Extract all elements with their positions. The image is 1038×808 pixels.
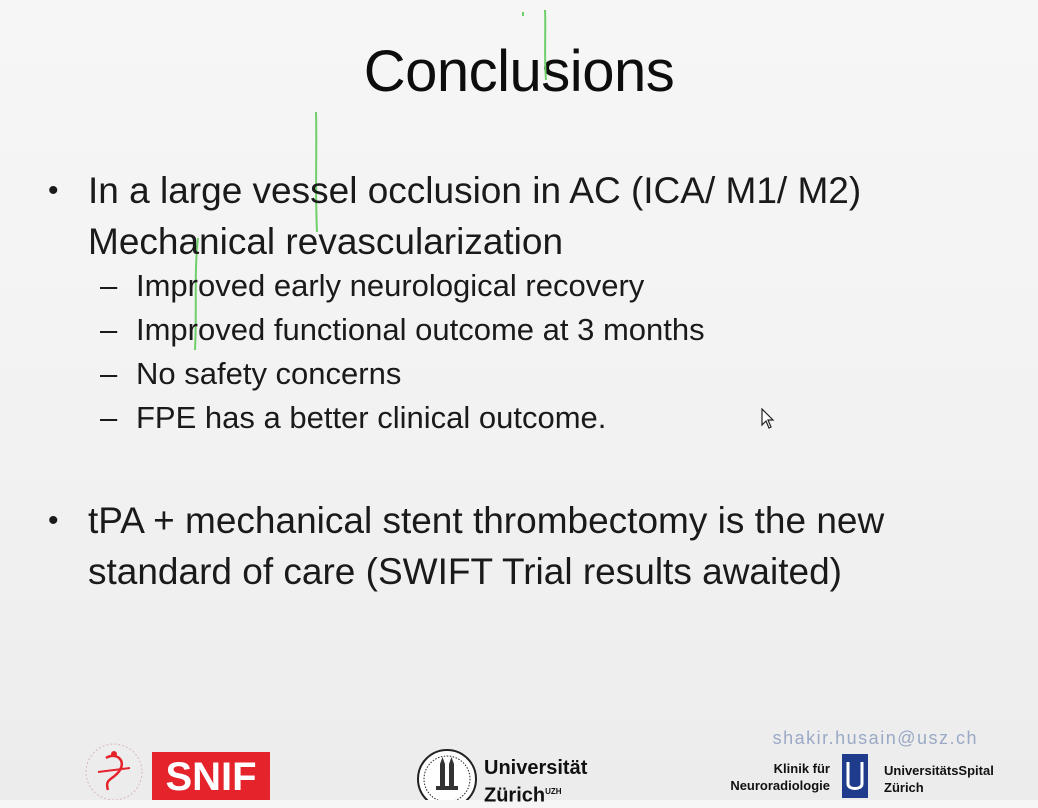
uzh-sup: UZH xyxy=(545,787,562,796)
bullet-dot: • xyxy=(48,174,59,207)
dash: – xyxy=(100,356,118,391)
subitem-2-text: Improved functional outcome at 3 months xyxy=(136,312,705,347)
mouse-cursor-icon xyxy=(760,408,776,430)
uzh-line-2: Zürich xyxy=(484,784,546,807)
dash: – xyxy=(100,400,118,435)
subitem-4-text: FPE has a better clinical outcome. xyxy=(136,400,607,435)
usz-logo-mark-icon xyxy=(842,754,868,798)
snif-logo: SNIF xyxy=(152,752,270,800)
presenter-email: shakir.husain@usz.ch xyxy=(772,728,978,748)
snif-emblem-icon xyxy=(76,738,152,800)
subitem-2 xyxy=(100,308,705,352)
subitem-3-text: No safety concerns xyxy=(136,356,402,391)
usz-label xyxy=(884,762,994,796)
usz-logo-icon xyxy=(842,754,868,798)
klinik-label xyxy=(718,760,830,794)
bullet-2-line-1: tPA + mechanical stent thrombectomy is the new xyxy=(88,500,885,541)
bullet-2-line-2: standard of care (SWIFT Trial results awaited) xyxy=(88,551,842,592)
slide-title: Conclusions xyxy=(363,39,675,104)
subitem-1-text: Improved early neurological recovery xyxy=(136,268,645,303)
bullet-dot: • xyxy=(48,504,59,537)
bullet-1-line-2: Mechanical revascularization xyxy=(88,221,564,262)
uzh-line-1: Universität xyxy=(484,757,588,779)
subitem-3 xyxy=(100,352,401,396)
bullet-1-line-1: In a large vessel occlusion in AC (ICA/ M1/ M2) xyxy=(88,170,862,211)
uzh-seal-icon xyxy=(416,748,478,800)
usz-line-2: Zürich xyxy=(884,780,924,795)
dash: – xyxy=(100,268,118,303)
subitem-1 xyxy=(100,264,644,308)
usz-line-1: UniversitätsSpital xyxy=(884,763,994,778)
klinik-line-1: Klinik für xyxy=(773,761,830,776)
klinik-line-2: Neuroradiologie xyxy=(730,778,830,793)
subitem-4 xyxy=(100,396,606,440)
dash: – xyxy=(100,312,118,347)
